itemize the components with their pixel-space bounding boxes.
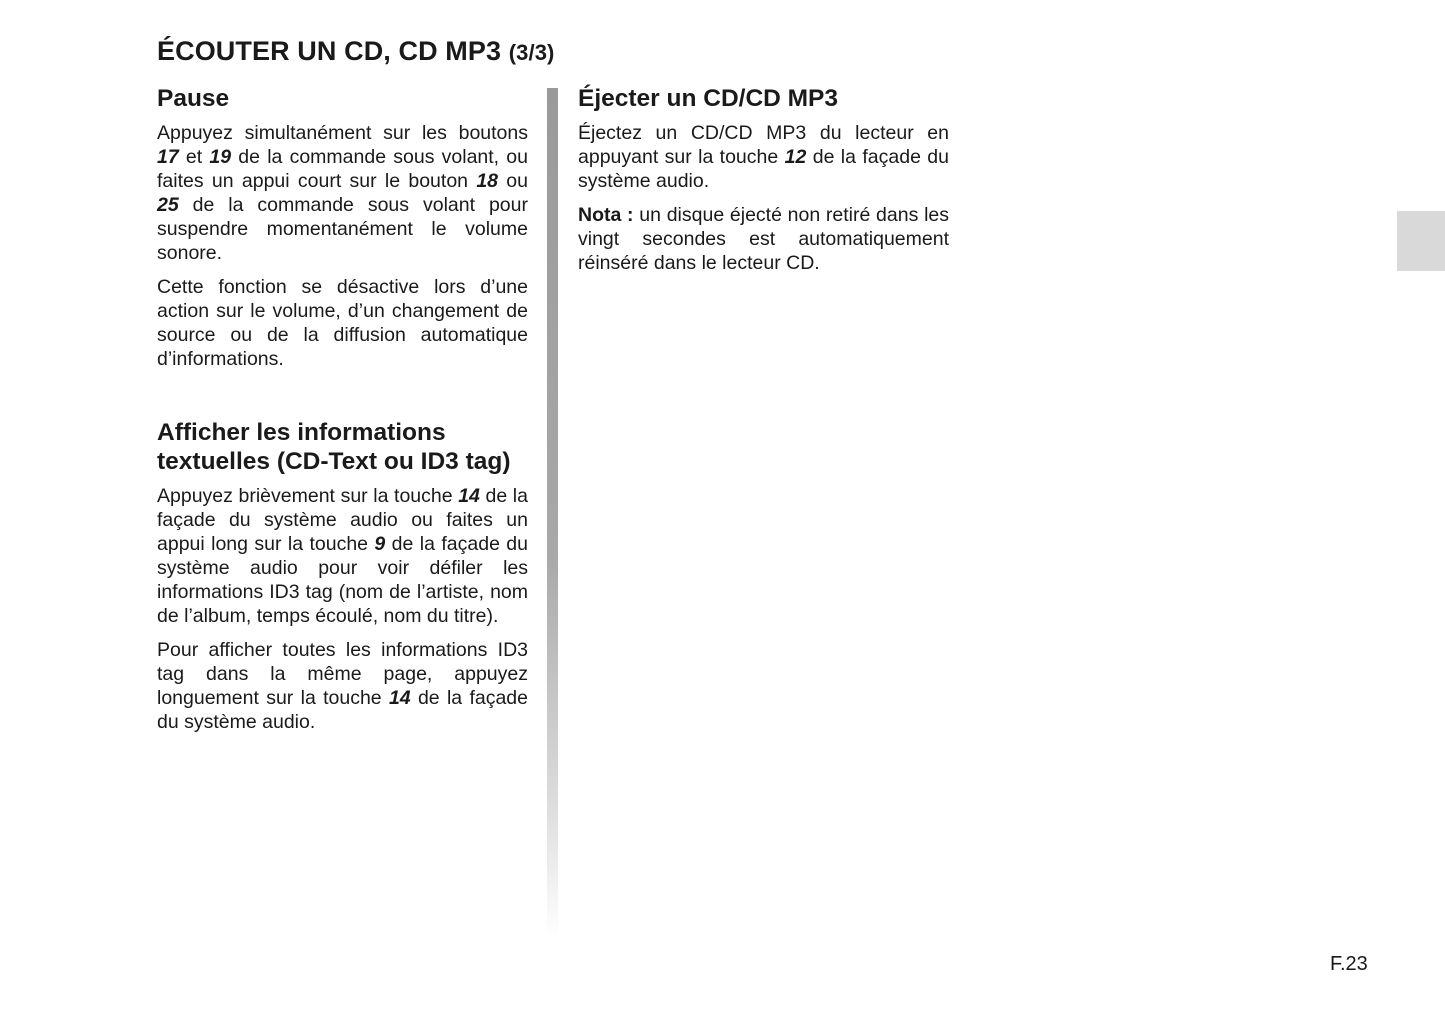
text-run: Pour afficher toutes les informations ID3 tag dans la même page, appuyez longuement sur la touche (157, 639, 528, 709)
page-number: F.23 (1330, 953, 1368, 975)
section-eject (578, 84, 949, 275)
text-info-paragraph-2 (157, 638, 528, 734)
column-divider (547, 88, 558, 938)
pause-paragraph-1 (157, 121, 528, 265)
text-run: de la commande sous volant, ou faites un appui court sur le bouton (157, 146, 528, 192)
text-run: de la façade du système audio ou faites un appui long sur la touche (157, 485, 528, 555)
section-heading-eject: Éjecter un CD/CD MP3 (578, 85, 839, 112)
text-run: Appuyez brièvement sur la touche (157, 485, 459, 507)
text-run: de la façade du système audio pour voir défiler les informations ID3 tag (nom de l’artiste, nom de l’album, temps écoulé, nom du titre). (157, 533, 529, 627)
eject-paragraph-1 (578, 121, 949, 193)
note-label: Nota : (578, 204, 634, 226)
button-number: 12 (784, 146, 807, 168)
pause-paragraph-2: Cette fonction se désactive lors d’une action sur le volume, d’un changement de source ou de la diffusion automatique d’informations. (157, 276, 528, 370)
page-title-part: (3/3) (508, 40, 555, 65)
button-number: 18 (476, 170, 499, 192)
spacer (157, 381, 528, 418)
note-text: un disque éjecté non retiré dans les vingt secondes est automatiquement réinséré dans le lecteur CD. (578, 204, 949, 274)
button-number: 19 (209, 146, 232, 168)
text-run: de la façade du système audio. (578, 146, 949, 192)
text-run: de la commande sous volant pour suspendre momentanément le volume sonore. (157, 194, 528, 264)
right-column (578, 84, 949, 285)
section-heading-pause: Pause (157, 85, 230, 112)
button-number: 25 (157, 194, 179, 216)
button-number: 17 (157, 146, 179, 168)
section-pause (157, 84, 528, 371)
eject-note (578, 203, 949, 275)
button-number: 9 (374, 533, 386, 555)
text-run: de la façade du système audio. (157, 687, 528, 733)
text-run: Éjectez un CD/CD MP3 du lecteur en appuyant sur la touche (578, 122, 949, 168)
text-run: Appuyez simultanément sur les boutons (157, 122, 528, 144)
text-info-paragraph-1 (157, 484, 528, 628)
text-run: ou (498, 170, 528, 192)
page-title-main: ÉCOUTER UN CD, CD MP3 (157, 36, 502, 66)
button-number: 14 (458, 485, 480, 507)
section-text-info (157, 418, 528, 734)
left-column (157, 84, 528, 744)
section-heading-text-info: Afficher les informations textuelles (CD-Text ou ID3 tag) (157, 419, 511, 475)
chapter-thumb-tab (1397, 211, 1445, 271)
page-title (157, 36, 554, 67)
button-number: 14 (388, 687, 411, 709)
text-run: et (178, 146, 210, 168)
